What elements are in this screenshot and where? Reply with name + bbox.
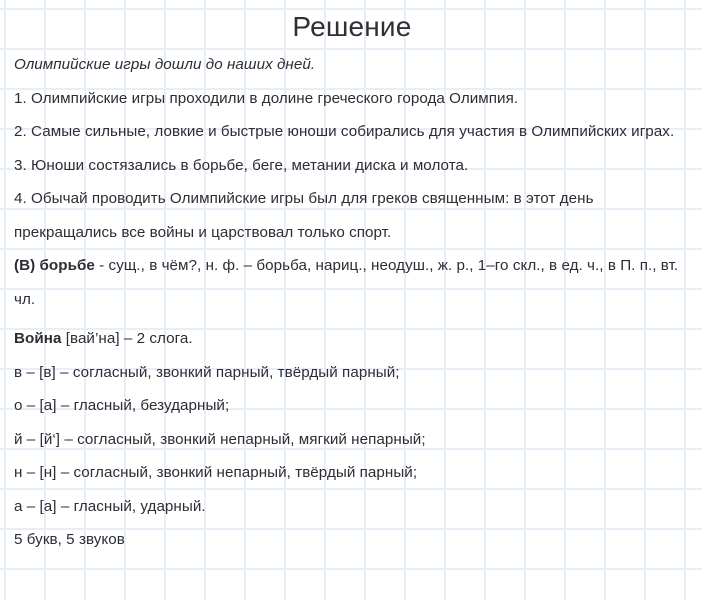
- phonetic-analysis-header: [14, 322, 690, 356]
- morphological-analysis: [14, 249, 690, 316]
- phonetic-sound-line-3: й – [й‘] – согласный, звонкий непарный, мягкий непарный;: [14, 430, 426, 448]
- answer-item-2: 2. Самые сильные, ловкие и быстрые юноши собирались для участия в Олимпийских играх.: [14, 123, 675, 140]
- phonetic-sound-line-4: н – [н] – согласный, звонкий непарный, твёрдый парный;: [14, 464, 418, 481]
- phonetic-analysis-summary: 5 букв, 5 звуков: [14, 531, 125, 548]
- phonetic-analysis-word: Война: [14, 330, 62, 347]
- answer-item-4: 4. Обычай проводить Олимпийские игры был для греков священным: в этот день прекращались все войны и царствовал только спорт.: [14, 190, 594, 241]
- morphological-analysis-headword: (В) борьбе: [14, 257, 95, 274]
- phonetic-sound-line-2: о – [а] – гласный, безударный;: [14, 397, 230, 414]
- intro-sentence: Олимпийские игры дошли до наших дней.: [14, 56, 316, 73]
- morphological-analysis-description: - сущ., в чём?, н. ф. – борьба, нариц., неодуш., ж. р., 1–го скл., в ед. ч., в П. п., вт. чл.: [14, 257, 679, 308]
- phonetic-sound-line-5: а – [а] – гласный, ударный.: [14, 497, 206, 515]
- answer-item-3: 3. Юноши состязались в борьбе, беге, метании диска и молота.: [14, 156, 469, 174]
- phonetic-sound-line-1: в – [в] – согласный, звонкий парный, твёрдый парный;: [14, 363, 400, 381]
- answer-item-1: 1. Олимпийские игры проходили в долине греческого города Олимпия.: [14, 89, 519, 107]
- phonetic-analysis-transcription: [вай’на] – 2 слога.: [61, 330, 193, 347]
- page-title: Решение: [292, 11, 412, 42]
